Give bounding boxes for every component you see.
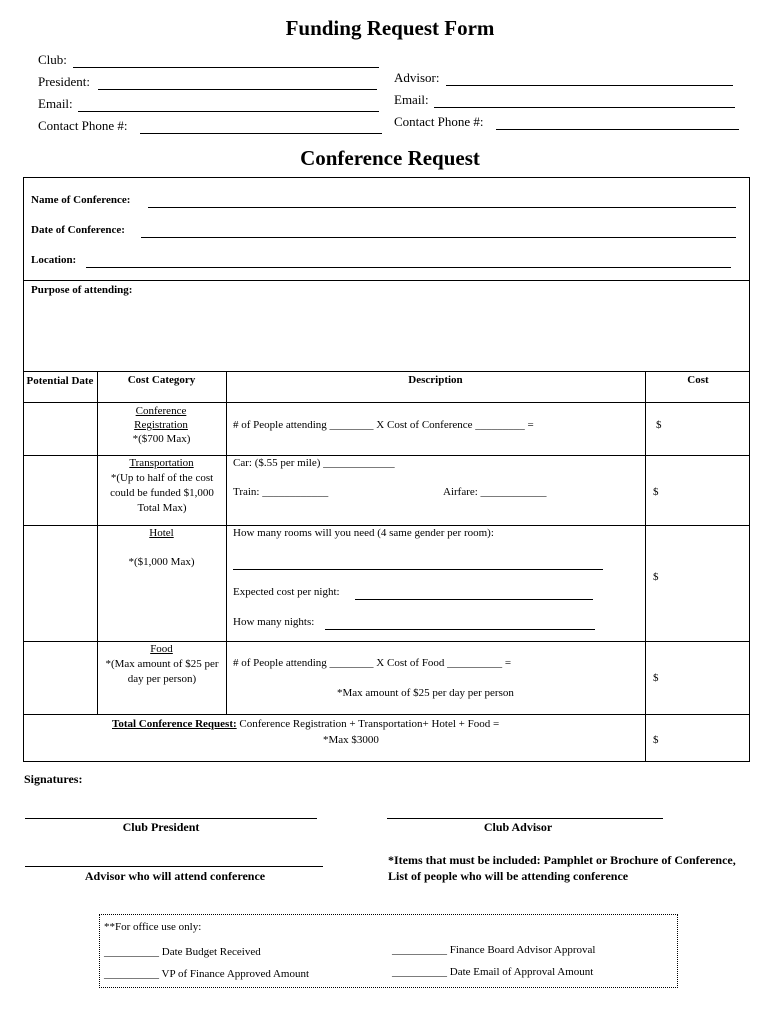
hotel-nights: How many nights:	[233, 616, 315, 628]
food-cost[interactable]: $	[653, 672, 659, 684]
hotel-cost-per-night: Expected cost per night:	[233, 586, 340, 598]
contact-phone-label: Contact Phone #:	[38, 118, 128, 133]
hotel-nights-field[interactable]	[325, 629, 595, 630]
club-advisor-signature[interactable]	[387, 818, 663, 819]
conference-name-label: Name of Conference:	[31, 194, 131, 206]
table-row-border	[23, 714, 750, 715]
table-top-border	[23, 371, 750, 372]
header-potential-date: Potential Date	[26, 375, 94, 387]
transportation-car: Car: ($.55 per mile) _____________	[233, 457, 395, 469]
hotel-max: *($1,000 Max)	[128, 556, 195, 568]
advisor-phone-label: Contact Phone #:	[394, 114, 484, 129]
table-col-border	[97, 371, 98, 714]
hotel-cost-per-night-field[interactable]	[355, 599, 593, 600]
table-row-border	[23, 525, 750, 526]
club-advisor-label: Club Advisor	[483, 820, 553, 834]
contact-phone-field[interactable]	[140, 133, 382, 134]
food-note: *Max amount of $25 per day per person	[337, 687, 514, 699]
email-label: Email:	[38, 96, 73, 111]
table-row-border	[23, 455, 750, 456]
form-title: Funding Request Form	[285, 16, 495, 40]
conference-date-label: Date of Conference:	[31, 224, 125, 236]
transportation-max: *(Up to half of the cost could be funded $1,000 Total Max)	[110, 472, 214, 514]
total-line	[112, 718, 499, 730]
conference-name-field[interactable]	[148, 207, 736, 208]
food-description: # of People attending ________ X Cost of Food __________ =	[233, 657, 512, 669]
food-max: *(Max amount of $25 per day per person)	[105, 658, 219, 685]
required-items-note: *Items that must be included: Pamphlet or Brochure of Conference, List of people who will be attending conference	[388, 853, 736, 883]
advisor-email-field[interactable]	[434, 107, 735, 108]
food-category: Food	[150, 643, 173, 655]
office-date-budget-received[interactable]: __________ Date Budget Received	[104, 946, 261, 958]
advisor-phone-field[interactable]	[496, 129, 739, 130]
hotel-rooms-field[interactable]	[233, 569, 603, 570]
advisor-label: Advisor:	[394, 70, 440, 85]
table-col-border	[645, 371, 646, 762]
total-label: Total Conference Request:	[112, 718, 237, 730]
attending-advisor-signature[interactable]	[25, 866, 323, 867]
hotel-cost[interactable]: $	[653, 571, 659, 583]
location-field[interactable]	[86, 267, 731, 268]
advisor-email-label: Email:	[394, 92, 429, 107]
header-cost: Cost	[687, 374, 709, 386]
transportation-airfare: Airfare: ____________	[443, 486, 547, 498]
advisor-field[interactable]	[446, 85, 733, 86]
conference-date-field[interactable]	[141, 237, 736, 238]
table-row-border	[23, 641, 750, 642]
purpose-field[interactable]	[24, 298, 749, 370]
divider	[23, 280, 750, 281]
attending-advisor-label: Advisor who will attend conference	[84, 869, 266, 883]
club-label: Club:	[38, 52, 67, 67]
section-title: Conference Request	[300, 146, 480, 170]
club-president-signature[interactable]	[25, 818, 317, 819]
hotel-category: Hotel	[149, 527, 174, 539]
office-use-heading: **For office use only:	[104, 921, 202, 933]
email-field[interactable]	[78, 111, 379, 112]
transportation-cost[interactable]: $	[653, 486, 659, 498]
registration-cost[interactable]: $	[656, 419, 662, 431]
club-president-label: Club President	[122, 820, 200, 834]
club-field[interactable]	[73, 67, 379, 68]
registration-category: Conference Registration	[134, 405, 188, 431]
signatures-heading: Signatures:	[24, 772, 83, 786]
president-field[interactable]	[98, 89, 377, 90]
registration-max: *($700 Max)	[132, 433, 191, 445]
registration-description: # of People attending ________ X Cost of Conference _________ =	[233, 419, 534, 431]
president-label: President:	[38, 74, 90, 89]
total-cost[interactable]: $	[653, 734, 659, 746]
transportation-category: Transportation	[129, 457, 194, 469]
hotel-rooms: How many rooms will you need (4 same gender per room):	[233, 527, 494, 539]
table-row-border	[23, 402, 750, 403]
header-cost-category: Cost Category	[127, 374, 196, 386]
transportation-train: Train: ____________	[233, 486, 329, 498]
total-formula: Conference Registration + Transportation+ Hotel + Food =	[239, 718, 500, 730]
office-vp-finance-approved[interactable]: __________ VP of Finance Approved Amount	[104, 968, 310, 980]
purpose-label: Purpose of attending:	[31, 284, 133, 296]
office-date-email-approval[interactable]: __________ Date Email of Approval Amount	[392, 966, 594, 978]
location-label: Location:	[31, 254, 77, 266]
header-description: Description	[408, 374, 463, 386]
office-finance-board-approval[interactable]: __________ Finance Board Advisor Approval	[392, 944, 596, 956]
table-col-border	[226, 371, 227, 714]
total-max: *Max $3000	[323, 734, 379, 746]
